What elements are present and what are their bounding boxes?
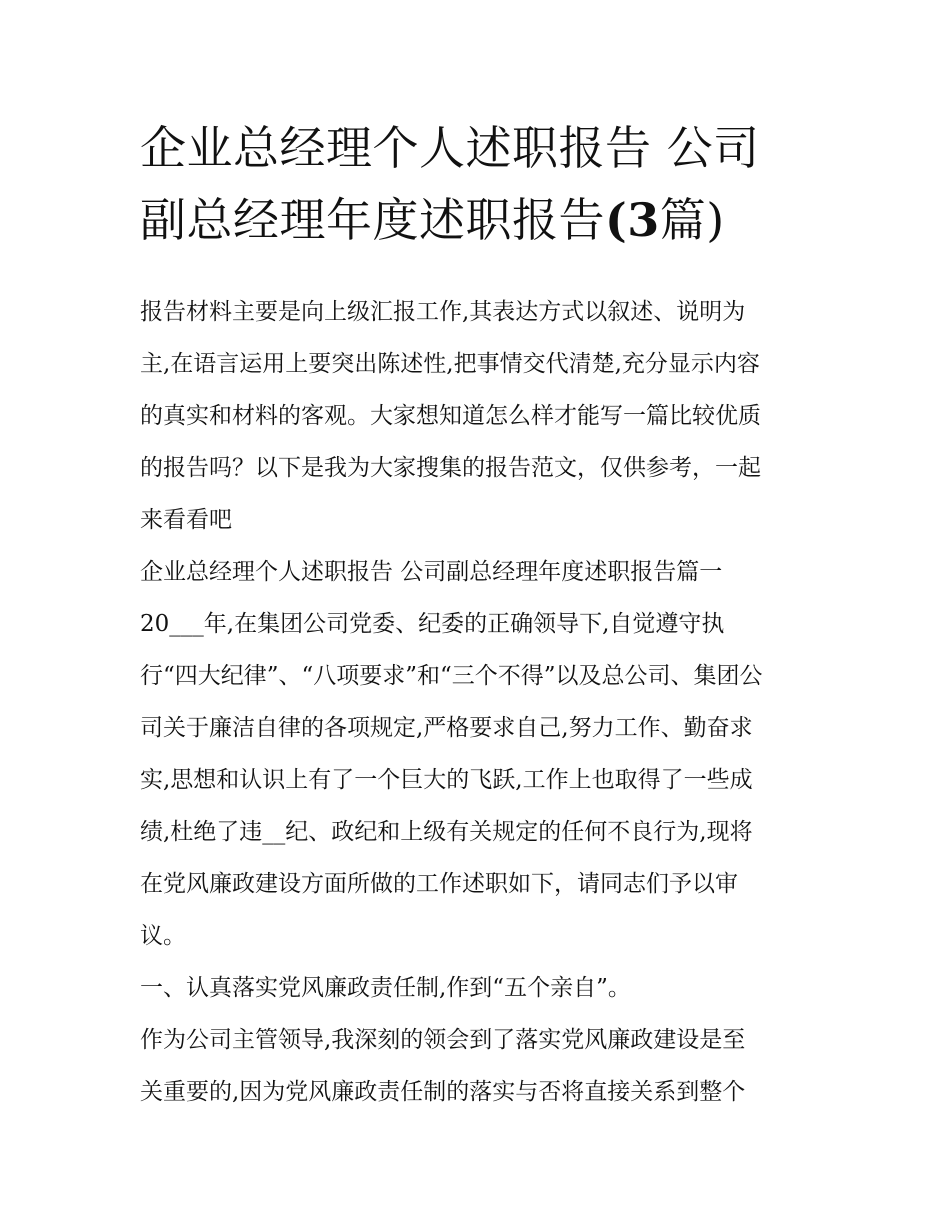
section-heading <box>140 546 815 598</box>
section-heading-text: 企业总经理个人述职报告 公司副总经理年度述职报告篇一 <box>140 559 723 585</box>
document-title <box>140 112 815 256</box>
paragraph-2 <box>140 1014 815 1118</box>
paragraph-1-line: 在党风廉政建设方面所做的工作述职如下，请同志们予以审 <box>140 871 738 897</box>
paragraph-1-line: 行“四大纪律”、“八项要求”和“三个不得”以及总公司、集团公 <box>140 663 763 689</box>
title-line-2 <box>140 184 815 256</box>
paragraph-1-line: 绩,杜绝了违__纪、政纪和上级有关规定的任何不良行为,现将 <box>140 819 753 845</box>
paragraph-1-line: 司关于廉洁自律的各项规定,严格要求自己,努力工作、勤奋求 <box>140 715 753 741</box>
intro-line: 的真实和材料的客观。大家想知道怎么样才能写一篇比较优质 <box>140 403 761 429</box>
intro-line: 的报告吗？以下是我为大家搜集的报告范文，仅供参考，一起 <box>140 455 761 481</box>
paragraph-1-line: 实,思想和认识上有了一个巨大的飞跃,工作上也取得了一些成 <box>140 767 753 793</box>
title-part-4: 篇) <box>659 193 725 247</box>
paragraph-2-line: 关重要的,因为党风廉政责任制的落实与否将直接关系到整个 <box>140 1079 746 1105</box>
intro-line: 来看看吧 <box>140 507 232 533</box>
subheading-1 <box>140 962 815 1014</box>
paragraph-2-line: 作为公司主管领导,我深刻的领会到了落实党风廉政建设是至 <box>140 1027 746 1053</box>
title-part-1: 企业总经理个人述职报告 公司 <box>140 121 760 175</box>
intro-line: 主,在语言运用上要突出陈述性,把事情交代清楚,充分显示内容 <box>140 351 760 377</box>
document-body <box>140 286 815 1118</box>
subheading-1-text: 一、认真落实党风廉政责任制,作到“五个亲自”。 <box>140 975 631 1001</box>
title-part-3: (3 <box>605 193 660 247</box>
paragraph-1-line: 议。 <box>140 923 186 949</box>
title-line-1 <box>140 112 815 184</box>
title-part-2: 副总经理年度述职报告 <box>140 193 605 247</box>
document-content <box>140 112 815 1118</box>
intro-line: 报告材料主要是向上级汇报工作,其表达方式以叙述、说明为 <box>140 299 746 325</box>
paragraph-1-line: 20___年,在集团公司党委、纪委的正确领导下,自觉遵守执 <box>140 611 725 637</box>
paragraph-1 <box>140 598 815 962</box>
intro-paragraph <box>140 286 815 546</box>
